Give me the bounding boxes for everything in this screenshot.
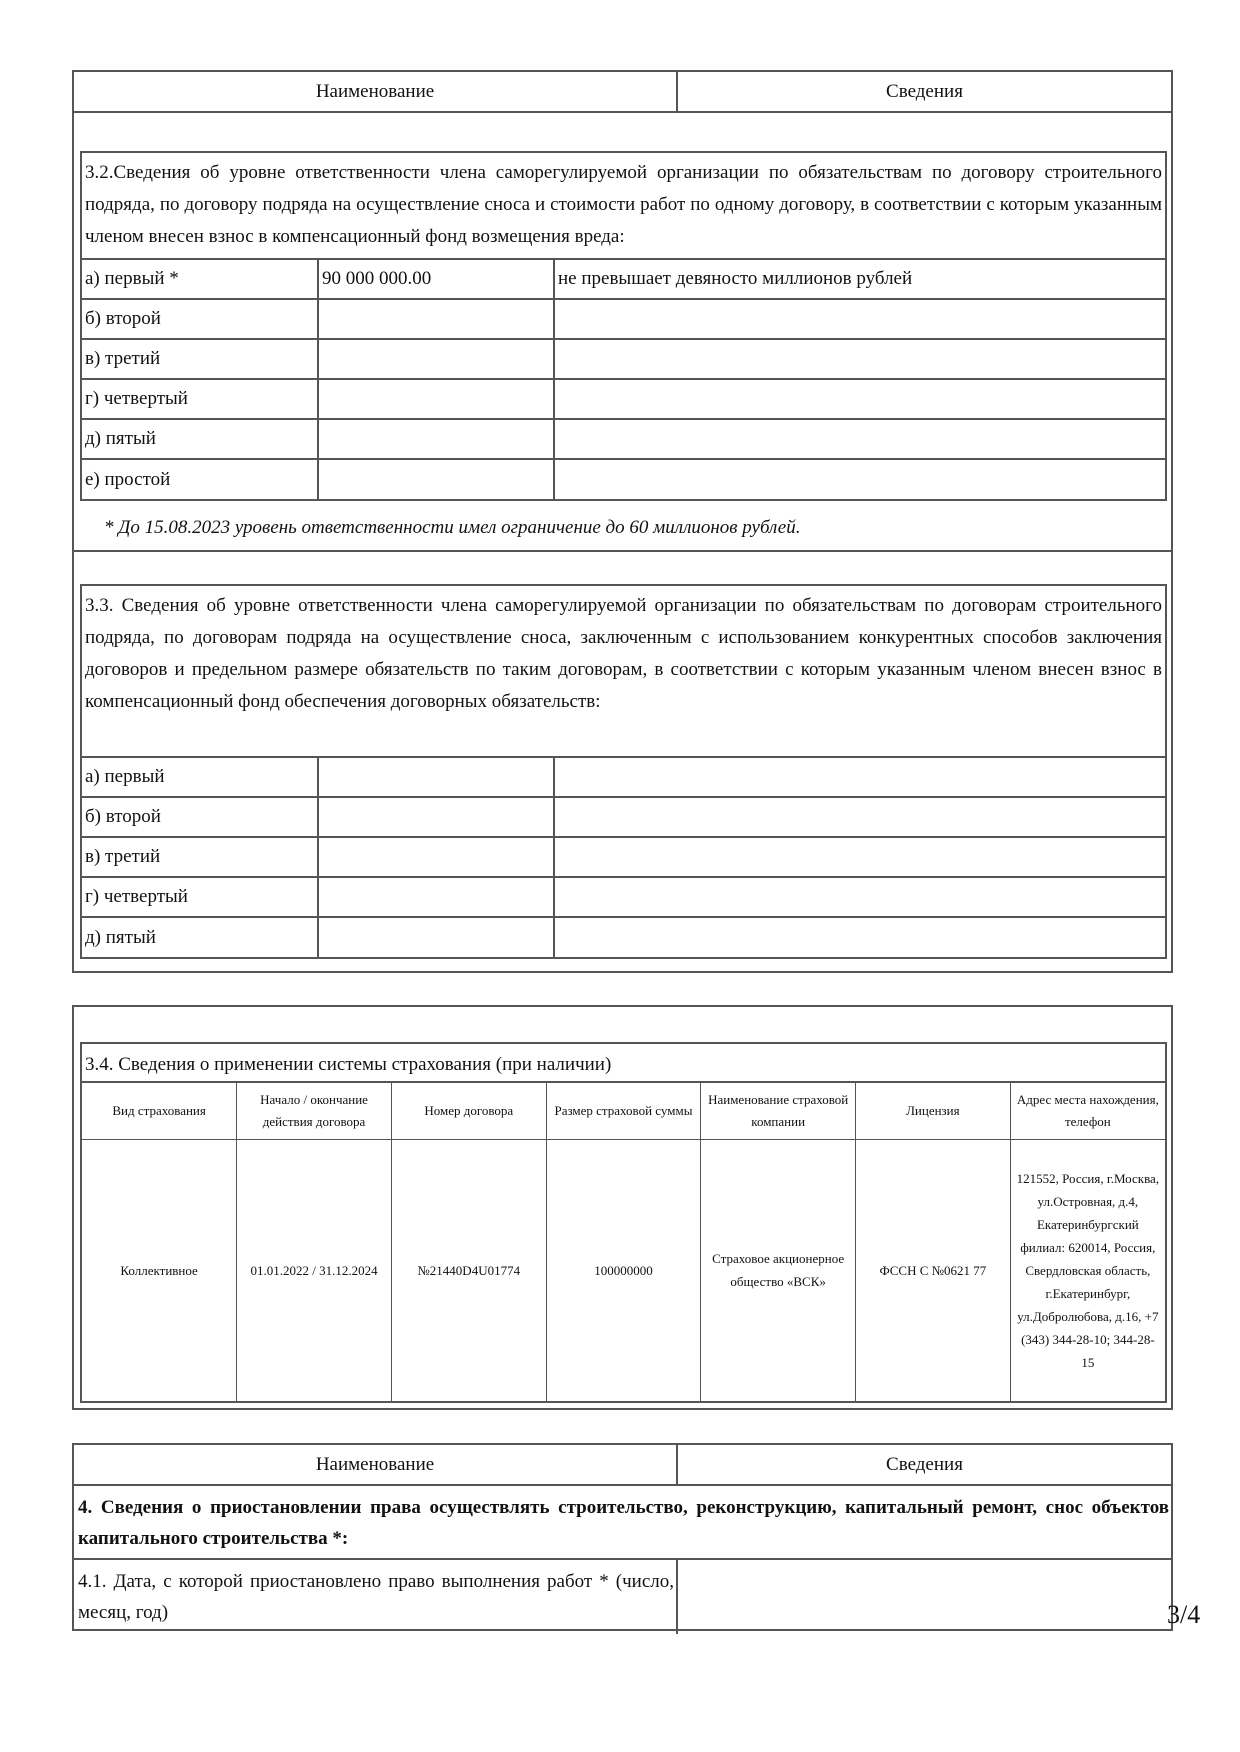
section-3-3 (80, 584, 1167, 959)
table-row (82, 379, 1165, 419)
insurance-column-header: Размер страховой суммы (546, 1083, 701, 1139)
description-cell (554, 299, 1165, 339)
page-number: 3/4 (1167, 1600, 1201, 1629)
insurance-table (82, 1083, 1165, 1401)
amount-cell (318, 299, 554, 339)
amount-cell (318, 837, 554, 877)
insurance-cell: 121552, Россия, г.Москва, ул.Островная, д.4, Екатеринбургский филиал: 620014, Россия, Свердловская область, г.Екатеринбург, ул.Добролюбова, д.16, +7 (343) 344-28-10; 344-28-15 (1010, 1139, 1165, 1401)
level-cell: а) первый (82, 757, 318, 797)
amount-cell (318, 797, 554, 837)
description-cell (554, 459, 1165, 499)
amount-cell (318, 459, 554, 499)
suspension-table (72, 1443, 1173, 1631)
section-4-1-label: 4.1. Дата, с которой приостановлено право выполнения работ * (число, месяц, год) (74, 1560, 678, 1634)
amount-cell (318, 917, 554, 957)
insurance-column-header: Наименование страховой компании (701, 1083, 856, 1139)
level-cell: б) второй (82, 797, 318, 837)
insurance-column-header: Лицензия (856, 1083, 1011, 1139)
description-cell: не превышает девяносто миллионов рублей (554, 259, 1165, 299)
section-4-1-value (678, 1560, 1171, 1634)
description-cell (554, 757, 1165, 797)
section-3-2 (80, 151, 1167, 501)
insurance-column-header: Вид страхования (82, 1083, 237, 1139)
header-info: Сведения (886, 80, 963, 102)
level-cell: в) третий (82, 339, 318, 379)
amount-cell (318, 339, 554, 379)
amount-cell: 90 000 000.00 (318, 259, 554, 299)
level-cell: а) первый * (82, 259, 318, 299)
section-3-4-title: 3.4. Сведения о применении системы страхования (при наличии) (82, 1044, 1165, 1083)
amount-cell (318, 757, 554, 797)
table-row (82, 299, 1165, 339)
section-4-1-row (74, 1560, 1171, 1634)
insurance-column-header: Номер договора (391, 1083, 546, 1139)
table-row (82, 459, 1165, 499)
header-name: Наименование (74, 72, 678, 111)
level-cell: г) четвертый (82, 877, 318, 917)
table-row (82, 419, 1165, 459)
amount-cell (318, 419, 554, 459)
level-cell: д) пятый (82, 419, 318, 459)
divider (74, 550, 1171, 552)
insurance-cell: 01.01.2022 / 31.12.2024 (237, 1139, 392, 1401)
table-row (82, 339, 1165, 379)
amount-cell (318, 379, 554, 419)
description-cell (554, 797, 1165, 837)
level-cell: е) простой (82, 459, 318, 499)
insurance-column-header: Адрес места нахождения, телефон (1010, 1083, 1165, 1139)
level-cell: д) пятый (82, 917, 318, 957)
section-4-title: 4. Сведения о приостановлении права осуществлять строительство, реконструкцию, капитальный ремонт, снос объектов капитального строительства *: (74, 1486, 1171, 1560)
description-cell (554, 379, 1165, 419)
description-cell (554, 419, 1165, 459)
section-3-3-intro: 3.3. Сведения об уровне ответственности члена саморегулируемой организации по обязательствам по договорам строительного подряда, по договорам подряда на осуществление сноса, заключенным с использованием конкурентных способов заключения договоров и предельном размере обязательств по таким договорам, в соответствии с которым указанным членом внесен взнос в компенсационный фонд обеспечения договорных обязательств: (85, 595, 1162, 712)
amount-cell (318, 877, 554, 917)
level-cell: в) третий (82, 837, 318, 877)
table-row (82, 757, 1165, 797)
description-cell (554, 837, 1165, 877)
footnote: * До 15.08.2023 уровень ответственности имел ограничение до 60 миллионов рублей. (104, 517, 801, 538)
insurance-cell: Коллективное (82, 1139, 237, 1401)
section-3-2-levels (82, 258, 1165, 499)
section-3-4 (80, 1042, 1167, 1403)
description-cell (554, 917, 1165, 957)
table-header (74, 72, 1171, 113)
table-row (82, 877, 1165, 917)
insurance-cell: 100000000 (546, 1139, 701, 1401)
table-header (74, 1445, 1171, 1486)
insurance-cell: №21440D4U01774 (391, 1139, 546, 1401)
description-cell (554, 339, 1165, 379)
insurance-block (72, 1005, 1173, 1410)
description-cell (554, 877, 1165, 917)
section-3-2-intro: 3.2.Сведения об уровне ответственности члена саморегулируемой организации по обязательствам по договору строительного подряда, по договору подряда на осуществление сноса и стоимости работ по одному договору, в соответствии с которым указанным членом внесен взнос в компенсационный фонд возмещения вреда: (85, 162, 1162, 247)
table-row (82, 1139, 1165, 1401)
level-cell: б) второй (82, 299, 318, 339)
table-row (82, 259, 1165, 299)
insurance-column-header: Начало / окончание действия договора (237, 1083, 392, 1139)
table-row (82, 797, 1165, 837)
main-table (72, 70, 1173, 973)
header-name: Наименование (74, 1445, 678, 1484)
insurance-cell: Страховое акционерное общество «ВСК» (701, 1139, 856, 1401)
insurance-cell: ФССН С №0621 77 (856, 1139, 1011, 1401)
table-row (82, 837, 1165, 877)
level-cell: г) четвертый (82, 379, 318, 419)
table-row (82, 917, 1165, 957)
header-info: Сведения (886, 1453, 963, 1475)
section-3-3-levels (82, 756, 1165, 957)
